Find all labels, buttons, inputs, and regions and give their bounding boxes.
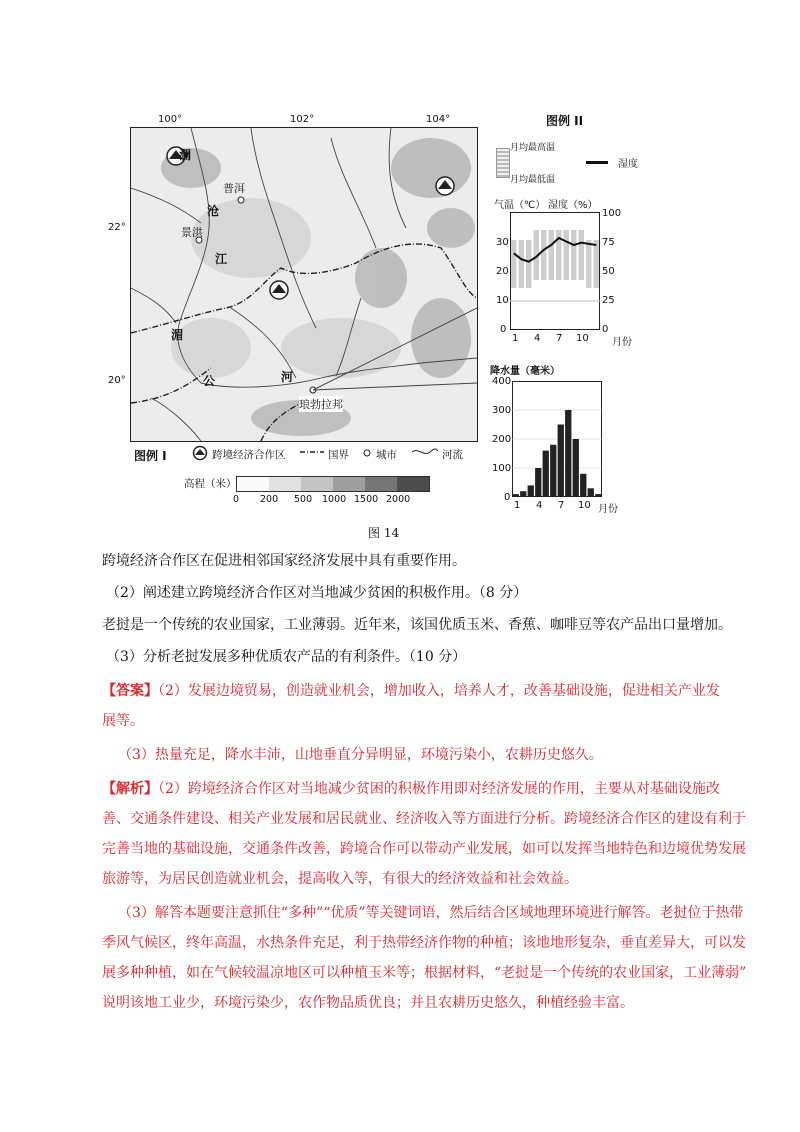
temp-range-bar <box>511 240 517 288</box>
precip-bar <box>520 491 526 497</box>
precip-x-tick: 10 <box>578 500 591 511</box>
legend-river: 河流 <box>442 449 463 461</box>
elev-tick: 1500 <box>354 494 379 505</box>
humidity-tick: 75 <box>602 237 615 248</box>
legend-elevation-label: 高程（米） <box>184 478 237 490</box>
precip-bar <box>528 485 534 497</box>
precip-bar <box>588 488 594 497</box>
elev-tick: 2000 <box>386 494 411 505</box>
elev-tick: 1000 <box>322 494 347 505</box>
city-icon <box>362 448 372 461</box>
explanation-2-text: （2）跨境经济合作区对当地减少贫困的积极作用即对经济发展的作用，主要从对基础设施改 <box>158 781 720 797</box>
lon-label-100: 100° <box>158 114 183 125</box>
place-label-jinghong: 景洪 <box>181 226 203 239</box>
temp-range-bar <box>586 240 592 288</box>
temp-tick: 20 <box>496 266 509 277</box>
lon-label-104: 104° <box>426 114 451 125</box>
temp-axis-label: 气温（℃） <box>494 200 546 211</box>
precip-tick: 400 <box>492 376 512 387</box>
precip-x-tick: 4 <box>536 500 543 511</box>
context-text: 老挝是一个传统的农业国家，工业薄弱。近年来，该国优质玉米、香蕉、咖啡豆等农产品出口量增加。 <box>102 617 732 633</box>
explanation-label: 【解析】 <box>102 781 158 797</box>
explanation-2-line4: 旅游等，为居民创造就业机会，提高收入等，有很大的经济效益和社会效益。 <box>102 871 578 887</box>
temp-tick: 10 <box>496 295 509 306</box>
precip-tick: 0 <box>504 492 511 503</box>
precip-tick: 200 <box>492 434 512 445</box>
temp-range-bar <box>571 230 577 280</box>
intro-text: 跨境经济合作区在促进相邻国家经济发展中具有重要作用。 <box>102 553 466 569</box>
explanation-2-line1 <box>102 774 762 804</box>
legend1-title: 图例 I <box>134 449 167 463</box>
explanation-3-line2: 季风气候区，终年高温，水热条件充足，利于热带经济作物的种植；该地地形复杂，垂直差异大，可以发 <box>102 935 746 951</box>
precip-x-tick: 1 <box>514 500 521 511</box>
temp-range-bar <box>579 230 585 280</box>
explanation-3-line4: 说明该地工业少，环境污染少，农作物品质优良；并且农耕历史悠久，种植经验丰富。 <box>102 995 634 1011</box>
question-3: （3）分析老挝发展多种优质农产品的有利条件。（10 分） <box>106 649 467 665</box>
map-terrain <box>131 128 477 441</box>
precip-tick: 300 <box>492 405 512 416</box>
precip-bar <box>573 439 579 497</box>
region-map <box>130 127 478 442</box>
precip-bar <box>535 468 541 497</box>
precip-axis-label: 降水量（毫米） <box>490 366 560 377</box>
figure-caption: 图 14 <box>368 526 400 540</box>
answer-2-text: （2）发展边境贸易，创造就业机会，增加收入，培养人才，改善基础设施，促进相关产业发 <box>158 683 720 699</box>
humidity-axis-label: 湿度（%） <box>548 200 598 211</box>
temp-x-tick: 1 <box>512 333 519 344</box>
legend2-title: 图例 II <box>546 114 584 128</box>
precip-bar <box>580 474 586 497</box>
river-char: 澜 <box>179 148 192 162</box>
temp-x-unit: 月份 <box>612 337 632 348</box>
lat-label-22: 22° <box>108 222 126 233</box>
temp-range-bar <box>594 240 600 288</box>
answer-2-line1 <box>102 676 762 706</box>
answer-label: 【答案】 <box>102 683 158 699</box>
humidity-tick: 0 <box>602 324 609 335</box>
precip-tick: 100 <box>492 463 512 474</box>
question-2: （2）阐述建立跨境经济合作区对当地减少贫困的积极作用。（8 分） <box>106 585 528 601</box>
coop-zone-icon <box>192 445 208 464</box>
temp-range-bar <box>564 230 570 280</box>
elev-tick: 0 <box>233 494 240 505</box>
legend2-max-temp: 月均最高温 <box>510 143 556 153</box>
humidity-tick: 100 <box>602 208 622 219</box>
answer-2-line2: 展等。 <box>102 713 144 729</box>
temp-range-bar <box>549 230 555 280</box>
precipitation-chart <box>512 381 602 497</box>
precip-bar <box>543 451 549 497</box>
precip-bar <box>513 494 519 497</box>
precip-bar <box>565 410 571 497</box>
temp-range-bar <box>526 240 532 288</box>
precip-x-unit: 月份 <box>598 504 618 515</box>
explanation-2-line2: 善、交通条件建设、相关产业发展和居民就业、经济收入等方面进行分析。跨境经济合作区的建设有利于 <box>102 811 746 827</box>
temp-range-bar <box>519 240 525 288</box>
legend-coop-zone: 跨境经济合作区 <box>212 449 286 461</box>
temp-range-bar <box>541 230 547 280</box>
place-label-langbang: 琅勃拉邦 <box>299 398 343 411</box>
answer-3: （3）热量充足，降水丰沛，山地垂直分异明显，环境污染小，农耕历史悠久。 <box>118 747 603 763</box>
explanation-3-line3: 展多种种植，如在气候较温凉地区可以种植玉米等；根据材料，“老挝是一个传统的农业国家，工业薄弱” <box>102 965 747 981</box>
place-label-puer: 普洱 <box>223 182 245 195</box>
elevation-scale <box>236 476 430 492</box>
legend2-humidity: 湿度 <box>618 159 638 170</box>
temp-tick: 30 <box>496 237 509 248</box>
temp-humidity-chart <box>510 212 600 330</box>
river-char: 沧 <box>207 204 220 218</box>
temp-x-tick: 10 <box>576 333 589 344</box>
precip-x-tick: 7 <box>558 500 565 511</box>
river-icon <box>412 447 438 460</box>
legend2-swatch-icon <box>496 148 510 178</box>
precip-bar <box>550 445 556 497</box>
border-icon <box>300 447 324 460</box>
humidity-tick: 50 <box>602 266 615 277</box>
humidity-line-icon <box>586 161 608 164</box>
temp-tick: 0 <box>500 324 507 335</box>
precip-bar <box>595 494 601 497</box>
lon-label-102: 102° <box>290 114 315 125</box>
river-char: 公 <box>203 374 216 388</box>
temp-x-tick: 4 <box>534 333 541 344</box>
river-char: 河 <box>281 370 294 384</box>
explanation-3-line1: （3）解答本题要注意抓住“多种”“优质”等关键词语，然后结合区域地理环境进行解答。老挝位于热带 <box>118 905 744 921</box>
humidity-tick: 25 <box>602 295 615 306</box>
lat-label-20: 20° <box>108 375 126 386</box>
river-char: 江 <box>215 252 228 266</box>
elev-tick: 200 <box>260 494 279 505</box>
legend-city: 城市 <box>376 449 397 461</box>
legend2-min-temp: 月均最低温 <box>510 175 556 185</box>
legend-border: 国界 <box>328 449 349 461</box>
temp-x-tick: 7 <box>556 333 563 344</box>
elev-tick: 500 <box>294 494 313 505</box>
explanation-2-line3: 完善当地的基础设施，交通条件改善，跨境合作可以带动产业发展，如可以发挥当地特色和边境优势发展 <box>102 841 746 857</box>
precip-bar <box>558 425 564 498</box>
river-char: 湄 <box>171 328 184 342</box>
